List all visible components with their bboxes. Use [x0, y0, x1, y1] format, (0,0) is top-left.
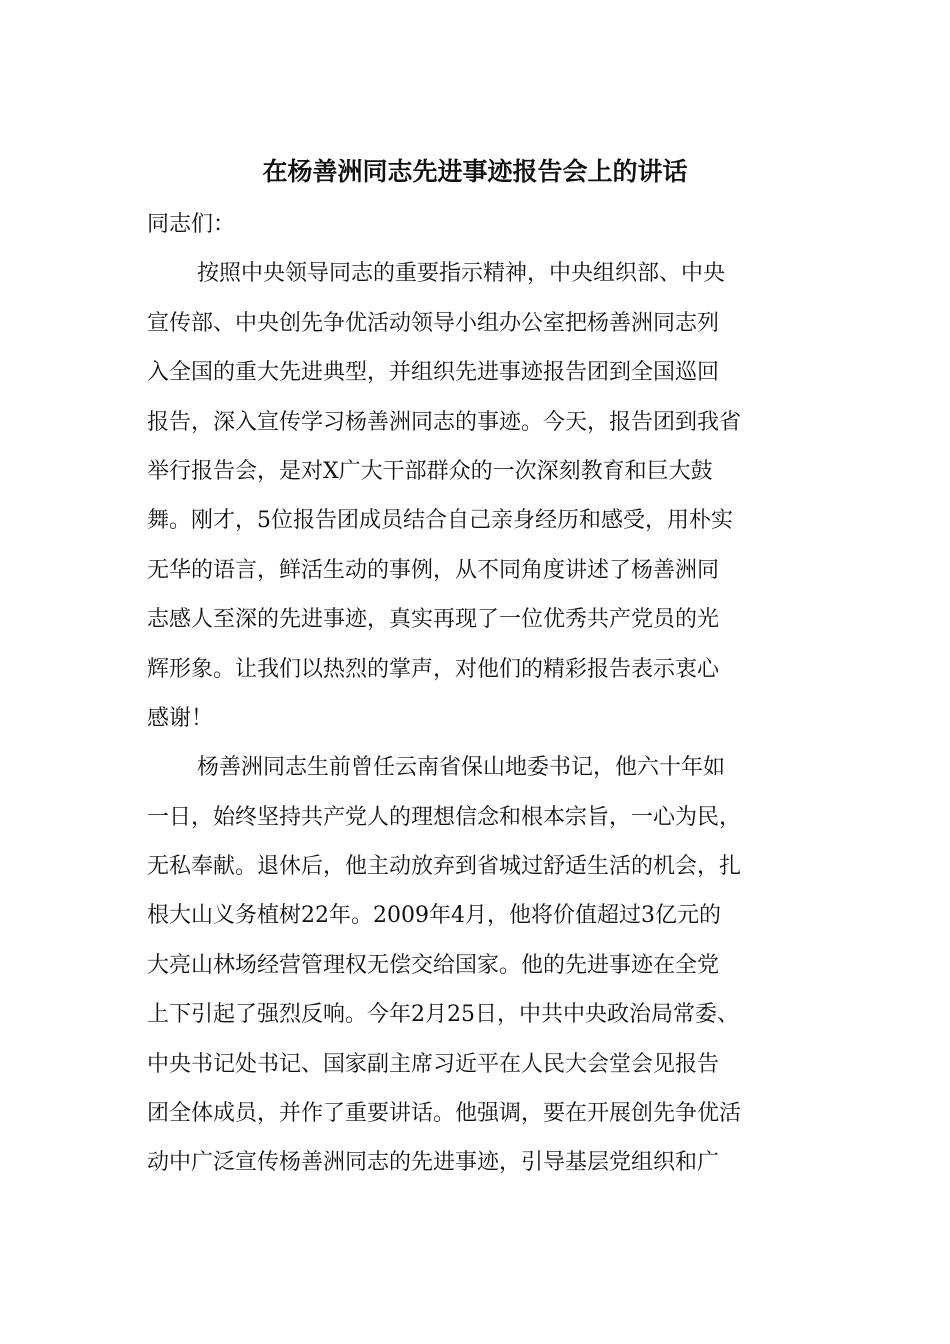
body-line: 动中广泛宣传杨善洲同志的先进事迹，引导基层党组织和广 — [147, 1150, 720, 1176]
body-line: 感谢！ — [147, 705, 214, 731]
body-line: 中央书记处书记、国家副主席习近平在人民大会堂会见报告 — [147, 1051, 720, 1077]
body-line: 无私奉献。退休后，他主动放弃到省城过舒适生活的机会，扎 — [147, 854, 742, 880]
body-line: 举行报告会，是对X广大干部群众的一次深刻教育和巨大鼓 — [147, 458, 713, 484]
document-title: 在杨善洲同志先进事迹报告会上的讲话 — [262, 157, 688, 186]
body-line: 无华的语言，鲜活生动的事例，从不同角度讲述了杨善洲同 — [147, 557, 720, 583]
body-line: 团全体成员，并作了重要讲话。他强调，要在开展创先争优活 — [147, 1101, 742, 1127]
body-line: 上下引起了强烈反响。今年2月25日，中共中央政治局常委、 — [147, 1002, 739, 1028]
body-line: 宣传部、中央创先争优活动领导小组办公室把杨善洲同志列 — [147, 310, 720, 336]
body-line: 根大山义务植树22年。2009年4月，他将价值超过3亿元的 — [147, 903, 721, 929]
body-line: 杨善洲同志生前曾任云南省保山地委书记，他六十年如 — [197, 755, 726, 781]
body-line: 同志们： — [147, 212, 236, 237]
body-line: 报告，深入宣传学习杨善洲同志的事迹。今天，报告团到我省 — [147, 409, 742, 435]
body-line: 大亮山林场经营管理权无偿交给国家。他的先进事迹在全党 — [147, 952, 720, 978]
body-line: 辉形象。让我们以热烈的掌声，对他们的精彩报告表示衷心 — [147, 656, 720, 682]
body-line: 一日，始终坚持共产党人的理想信念和根本宗旨，一心为民， — [147, 804, 742, 830]
body-line: 按照中央领导同志的重要指示精神，中央组织部、中央 — [197, 261, 726, 287]
body-line: 入全国的重大先进典型，并组织先进事迹报告团到全国巡回 — [147, 360, 720, 386]
document-body — [147, 200, 807, 1188]
body-line: 舞。刚才，5位报告团成员结合自己亲身经历和感受，用朴实 — [147, 508, 733, 534]
body-line: 志感人至深的先进事迹，真实再现了一位优秀共产党员的光 — [147, 607, 720, 633]
